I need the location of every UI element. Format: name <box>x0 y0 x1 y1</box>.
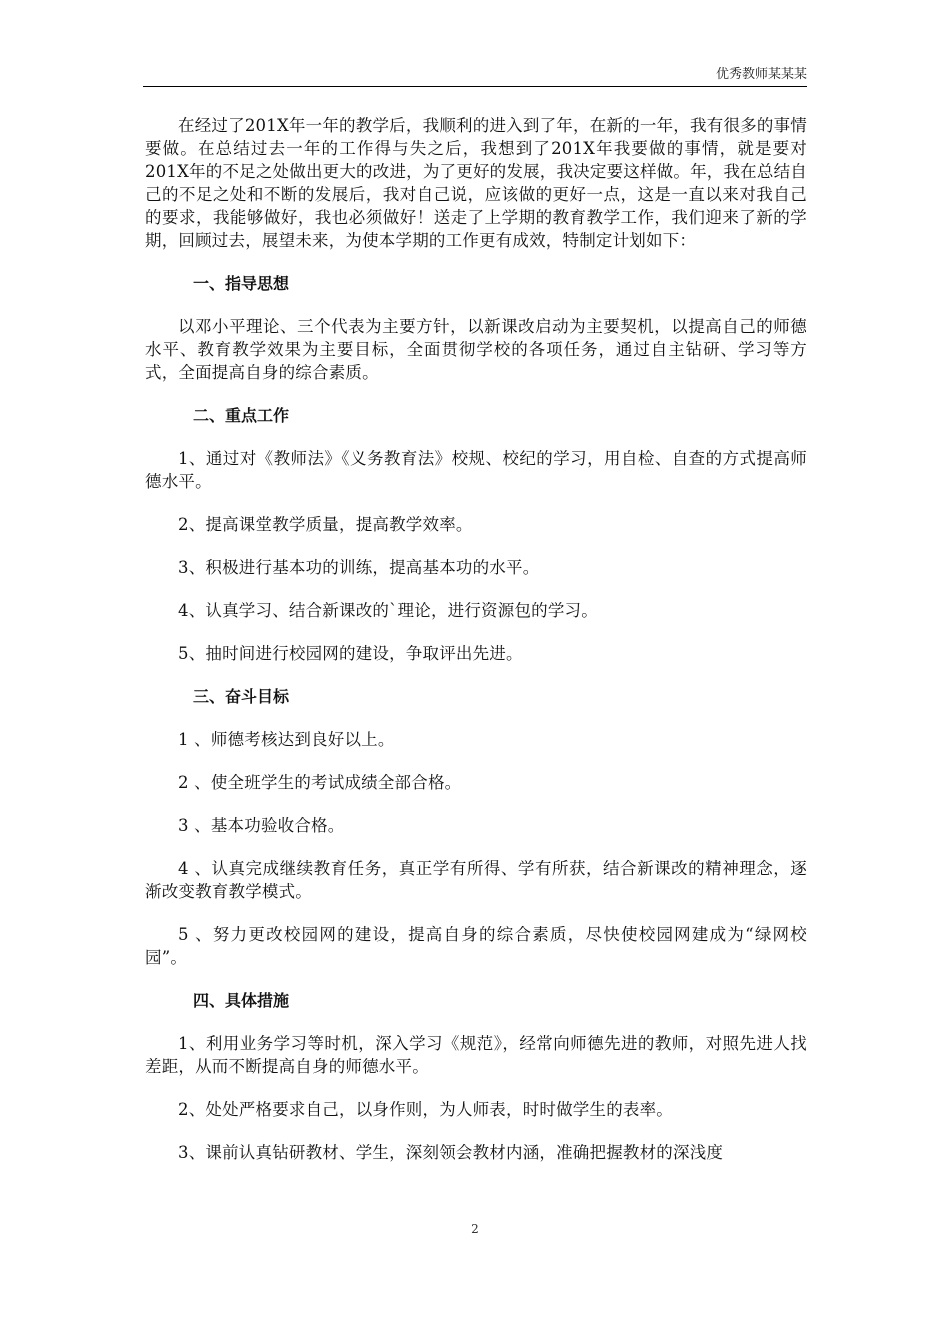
list-item: 2、提高课堂教学质量，提高教学效率。 <box>178 515 473 534</box>
page-header-title: 优秀教师某某某 <box>715 67 807 82</box>
section-heading: 四、具体措施 <box>193 991 290 1010</box>
list-item: 4 、认真完成继续教育任务，真正学有所得、学有所获，结合新课改的精神理念，逐渐改变教育教学模式。 <box>145 859 807 901</box>
list-item: 3、课前认真钻研教材、学生，深刻领会教材内涵，准确把握教材的深浅度 <box>178 1143 724 1162</box>
section-goals <box>145 685 807 969</box>
header-divider <box>143 86 807 87</box>
list-item: 3 、基本功验收合格。 <box>178 816 345 835</box>
list-item: 5 、努力更改校园网的建设，提高自身的综合素质，尽快使校园网建成为“绿网校园”。 <box>145 925 807 967</box>
section-paragraph: 以邓小平理论、三个代表为主要方针，以新课改启动为主要契机，以提高自己的师德水平、教育教学效果为主要目标，全面贯彻学校的各项任务，通过自主钻研、学习等方式，全面提高自身的综合素质。 <box>145 317 807 382</box>
section-heading: 三、奋斗目标 <box>193 687 290 706</box>
intro-paragraph: 在经过了201X年一年的教学后，我顺利的进入到了年，在新的一年，我有很多的事情要做。在总结过去一年的工作得与失之后，我想到了201X年我要做的事情，就是要对201X年的不足之处做出更大的改进，为了更好的发展，我决定要这样做。年，我在总结自己的不足之处和不断的发展后，我对自己说，应该做的更好一点，这是一直以来对我自己的要求，我能够做好，我也必须做好！送走了上学期的教育教学工作，我们迎来了新的学期，回顾过去，展望未来，为使本学期的工作更有成效，特制定计划如下： <box>145 116 807 250</box>
list-item: 2、处处严格要求自己，以身作则，为人师表，时时做学生的表率。 <box>178 1100 673 1119</box>
page-number: 2 <box>471 1222 479 1236</box>
list-item: 1 、师德考核达到良好以上。 <box>178 730 395 749</box>
list-item: 3、积极进行基本功的训练，提高基本功的水平。 <box>178 558 540 577</box>
list-item: 5、抽时间进行校园网的建设，争取评出先进。 <box>178 644 523 663</box>
section-heading: 一、指导思想 <box>193 274 290 293</box>
list-item: 1、通过对《教师法》《义务教育法》校规、校纪的学习，用自检、自查的方式提高师德水平。 <box>145 449 807 491</box>
section-heading: 二、重点工作 <box>193 406 290 425</box>
section-measures <box>145 989 807 1164</box>
document-body <box>145 114 807 1164</box>
list-item: 1、利用业务学习等时机，深入学习《规范》，经常向师德先进的教师，对照先进人找差距，从而不断提高自身的师德水平。 <box>145 1034 807 1076</box>
list-item: 2 、使全班学生的考试成绩全部合格。 <box>178 773 462 792</box>
list-item: 4、认真学习、结合新课改的`理论，进行资源包的学习。 <box>178 601 598 620</box>
section-key-work <box>145 404 807 665</box>
section-guiding-ideology <box>145 272 807 384</box>
